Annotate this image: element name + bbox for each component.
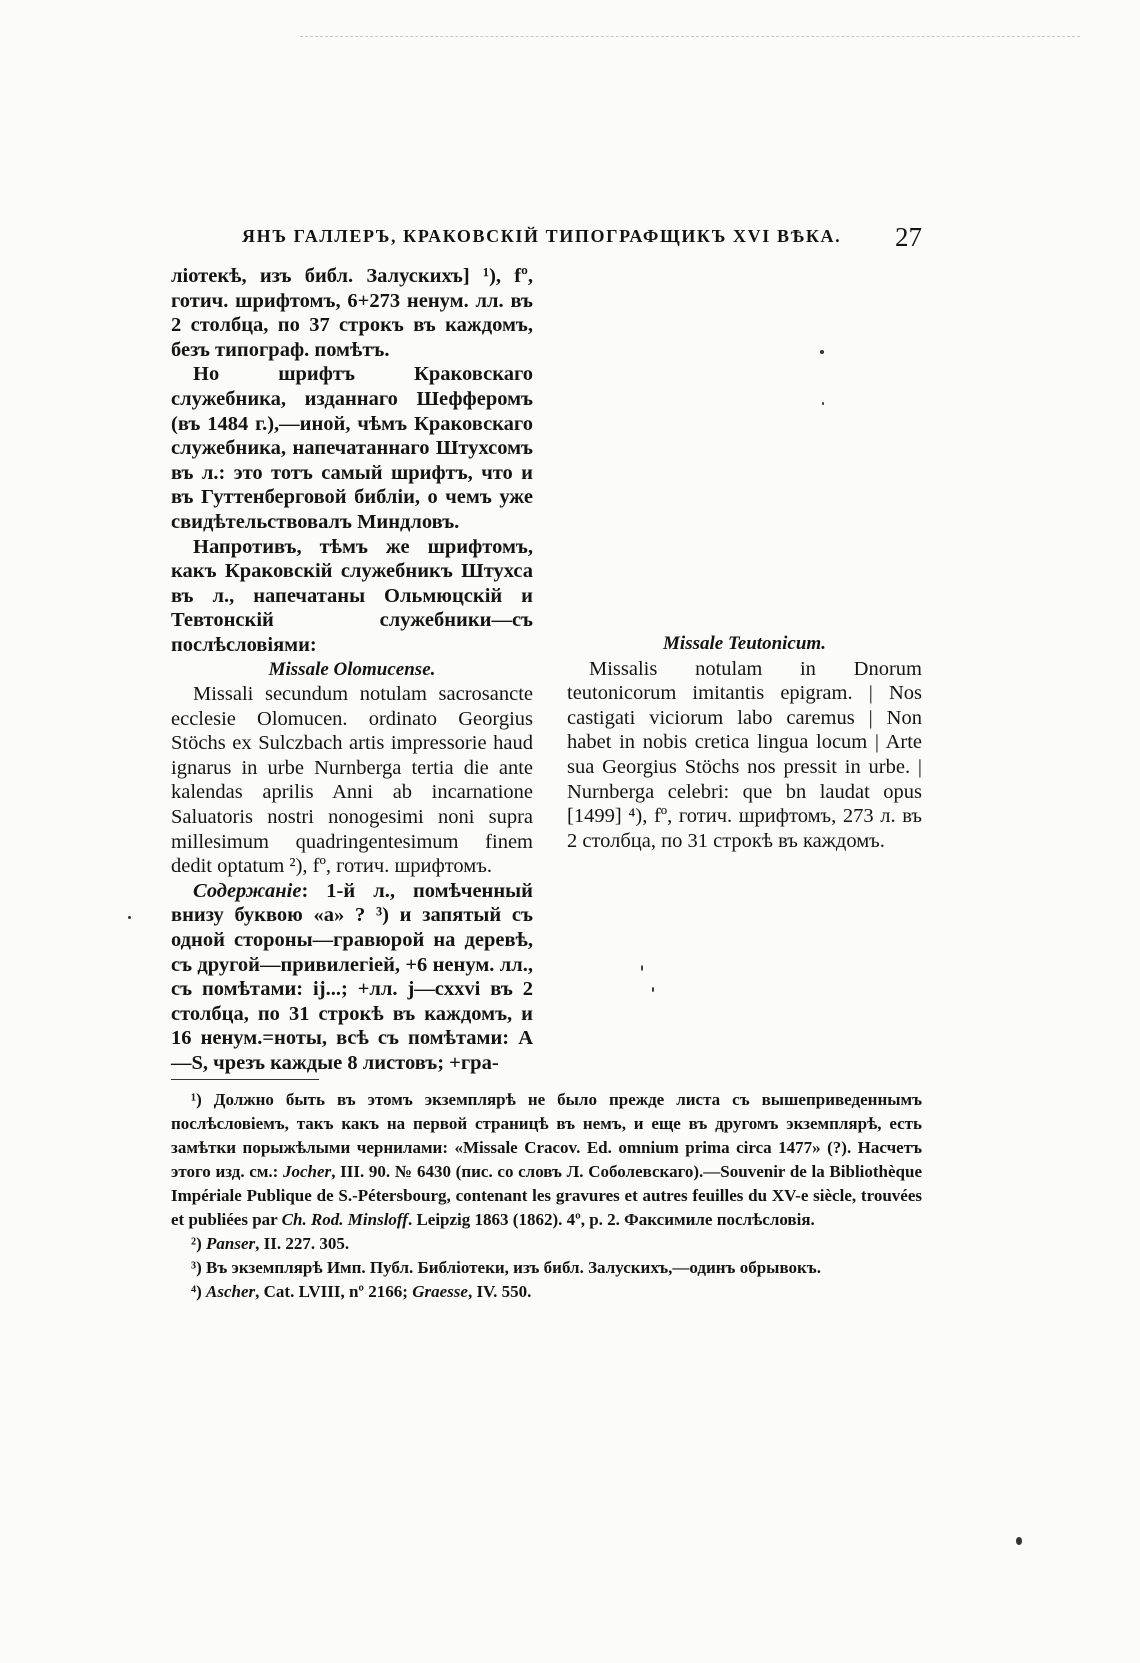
footnote-rule <box>171 1079 319 1080</box>
footnote-2-mark: ²) <box>191 1234 207 1253</box>
contents-text: : 1-й л., помѣченный внизу буквою «a» ? ³) и запятый съ одной стороны—гравюрой на деревѣ, съ другой—привилегіей, +6 ненум. лл., съ помѣтами: ij...; +лл. j—cxxvi въ 2 столбца, по 31 строкѣ въ каждомъ, и 16 ненум.=ноты, всѣ съ помѣтами: A—S, чрезъ каждые 8 листовъ; +гра- <box>171 879 533 1074</box>
right-column <box>567 264 922 853</box>
footnote-4-text-end: , IV. 550. <box>467 1282 532 1301</box>
footnote-1-text-b: , III. 90. № 6430 (пис. со словъ Л. Соболевскаго).—Souvenir de la Bibliothèque Impériale Publique de S.-Pétersbourg, contenant les gravures et autres feuilles du XV-e siècle, trouvées et publiées par <box>171 1162 923 1229</box>
footnote-3: ³) Въ экземплярѣ Имп. Публ. Библіотеки, изъ библ. Залускихъ,—одинъ обрывокъ. <box>191 1258 821 1277</box>
footnote-4-text-mid: , Cat. LVIII, nº 2166; <box>255 1282 413 1301</box>
ink-speck <box>128 916 131 919</box>
left-column <box>171 264 533 1076</box>
footnote-1-author: Jocher <box>283 1162 332 1181</box>
page-number: 27 <box>895 222 922 252</box>
running-title: ЯНЪ ГАЛЛЕРЪ, КРАКОВСКІЙ ТИПОГРАФЩИКЪ XVI ВѢКА. <box>242 226 842 246</box>
footnote-1-editor: Ch. Rod. Minsloff <box>281 1210 408 1229</box>
footnote-4-author-2: Graesse <box>412 1282 468 1301</box>
ink-speck <box>1016 1537 1022 1545</box>
page-header <box>232 222 922 252</box>
footnote-1 <box>171 1088 922 1232</box>
footnote-2-author: Panser <box>206 1234 256 1253</box>
footnote-2 <box>171 1232 922 1256</box>
caption-missale-olomucense: Missale Olomucense. <box>268 658 436 680</box>
footnotes <box>171 1079 922 1304</box>
colophon-teutonicum: Missalis notulam in Dnorum teutonicorum imitantis epigram. | Nos castigati viciorum labo caremus | Non habet in nobis cretica lingua locum | Arte sua Georgius Stöchs nos pressit in urbe. | Nurnberga celebri: que bn laudat opus [1499] ⁴), fº, готич. шрифтомъ, 273 л. въ 2 столбца, по 31 строкѣ въ каждомъ. <box>567 657 922 852</box>
left-paragraph-1: ліотекѣ, изъ библ. Залускихъ] ¹), fº, готич. шрифтомъ, 6+273 ненум. лл. въ 2 столбца, по 37 строкъ въ каждомъ, безъ типограф. помѣтъ. <box>171 265 533 361</box>
contents-paragraph <box>171 879 533 1076</box>
footnote-4 <box>171 1280 922 1304</box>
ink-speck <box>822 402 824 405</box>
left-paragraph-3: Напротивъ, тѣмъ же шрифтомъ, какъ Краковскій служебникъ Штухса въ л., напечатаны Ольмюцскій и Тевтонскій служебники—съ послѣсловіями: <box>171 535 533 656</box>
footnote-4-author-1: Ascher <box>206 1282 256 1301</box>
footnote-1-text-c: . Leipzig 1863 (1862). 4º, p. 2. Факсимиле послѣсловія. <box>407 1210 815 1229</box>
colophon-olomucense: Missali secundum notulam sacrosancte ecclesie Olomucen. ordinato Georgius Stöchs ex Sulczbach artis impressorie haud ignarus in urbe Nurnberga tertia die ante kalendas aprilis Anni ab incarnatione Saluatoris nostri nonogesimi noni supra millesimum quadringentesimum finem dedit optatum ²), fº, готич. шрифтомъ. <box>171 683 533 878</box>
caption-missale-teutonicum: Missale Teutonicum. <box>663 633 826 654</box>
footnote-1-text-a: ¹) Должно быть въ этомъ экземплярѣ не было прежде листа съ вышеприведеннымъ послѣсловіемъ, такъ какъ на первой страницѣ въ немъ, и еще въ другомъ экземплярѣ, есть замѣтки порыжѣлыми чернилами: «Missale Cracov. Ed. omnium prima circa 1477» (?). Насчетъ этого изд. см.: <box>171 1090 922 1181</box>
footnote-4-mark: ⁴) <box>191 1282 207 1301</box>
ink-speck <box>820 350 824 354</box>
footnote-2-text: , II. 227. 305. <box>255 1234 350 1253</box>
ink-speck <box>641 965 643 971</box>
ink-speck <box>652 987 654 992</box>
top-edge-line <box>300 36 1080 37</box>
left-paragraph-2: Но шрифтъ Краковскаго служебника, изданнаго Шефферомъ (въ 1484 г.),—иной, чѣмъ Краковскаго служебника, напечатаннаго Штухсомъ въ л.: это тотъ самый шрифтъ, что и въ Гуттенберговой библіи, о чемъ уже свидѣтельствовалъ Миндловъ. <box>171 363 533 533</box>
contents-label: Содержаніе <box>193 879 302 902</box>
right-column-blank-area <box>567 264 922 632</box>
